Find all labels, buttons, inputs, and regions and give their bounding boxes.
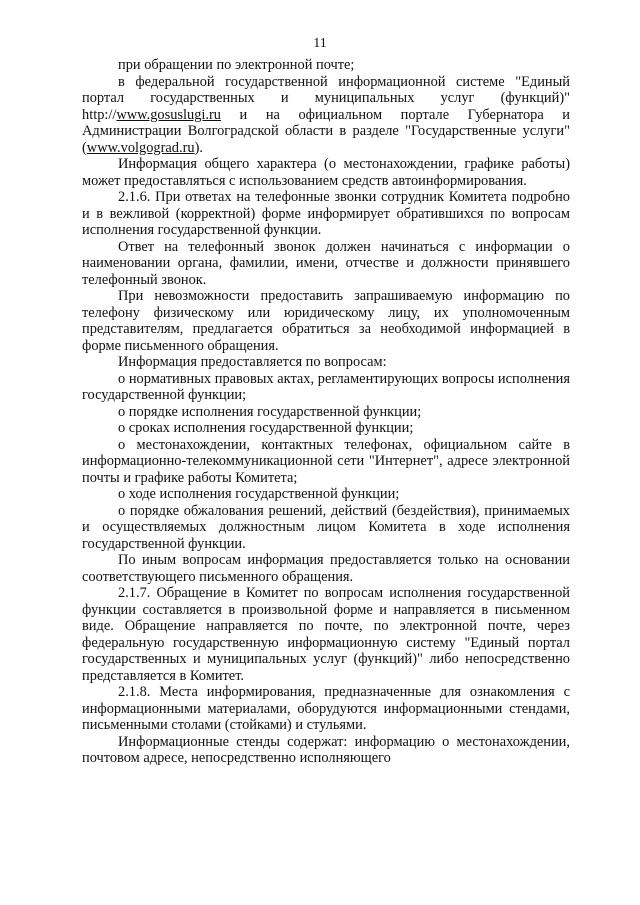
volgograd-link[interactable]: www.volgograd.ru bbox=[86, 139, 195, 156]
portal-text: в федеральной государственной информационной системе "Единый портал государственных и муниципальных услуг (функций)" bbox=[82, 73, 570, 106]
list-item: о нормативных правовых актах, регламентирующих вопросы исполнения государственной функции; bbox=[82, 370, 570, 403]
page-number: 11 bbox=[313, 36, 327, 51]
paragraph: 2.1.8. Места информирования, предназначенные для ознакомления с информационными материалами, оборудуются информационными стендами, письменными столами (стойками) и стульями. bbox=[82, 684, 570, 733]
list-item: о порядке исполнения государственной функции; bbox=[118, 403, 422, 420]
paragraph: При невозможности предоставить запрашиваемую информацию по телефону физическому или юридическому лицу, их уполномоченным представителям, предлагается обратиться за необходимой информацией в форме письменного обращения. bbox=[82, 288, 570, 354]
paragraph: По иным вопросам информация предоставляется только на основании соответствующего письменного обращения. bbox=[82, 552, 570, 585]
portal-url-prefix: http:// bbox=[82, 106, 117, 123]
paragraph: Информация общего характера (о местонахождении, графике работы) может предоставляться с использованием средств автоинформирования. bbox=[82, 156, 570, 189]
paragraph: Информация предоставляется по вопросам: bbox=[118, 354, 387, 370]
list-item: о местонахождении, контактных телефонах, официальном сайте в информационно-телекоммуникационной сети "Интернет", адресе электронной почты и графике работы Комитета; bbox=[82, 436, 570, 486]
list-item: о сроках исполнения государственной функции; bbox=[118, 420, 414, 436]
gosuslugi-link[interactable]: www.gosuslugi.ru bbox=[116, 106, 221, 123]
list-item: о порядке обжалования решений, действий (бездействия), принимаемых и осуществляемых должностным лицом Комитета в ходе исполнения государственной функции. bbox=[82, 502, 570, 552]
portal-text-suffix: ). bbox=[194, 139, 203, 156]
portal-text-middle: и на официальном портале Губернатора и Администрации Волгоградской области в разделе "Государственные услуги" ( bbox=[82, 106, 570, 156]
paragraph: 2.1.6. При ответах на телефонные звонки сотрудник Комитета подробно и в вежливой (корректной) форме информирует обратившихся по вопросам исполнения государственной функции. bbox=[82, 189, 570, 238]
list-item: о ходе исполнения государственной функции; bbox=[118, 486, 400, 502]
paragraph: Ответ на телефонный звонок должен начинаться с информации о наименовании органа, фамилии, имени, отчестве и должности принявшего телефонный звонок. bbox=[82, 238, 570, 288]
paragraph-portal bbox=[82, 74, 570, 157]
paragraph: 2.1.7. Обращение в Комитет по вопросам исполнения государственной функции составляется в произвольной форме и направляется в письменном виде. Обращение направляется по почте, по электронной почте, через федеральную государственную информационную систему "Единый портал государственных и муниципальных услуг (функций)" либо непосредственно представляется в Комитет. bbox=[82, 585, 570, 684]
document-body bbox=[82, 57, 570, 767]
paragraph: при обращении по электронной почте; bbox=[118, 57, 355, 73]
paragraph: Информационные стенды содержат: информацию о местонахождении, почтовом адресе, непосредственно исполняющего bbox=[82, 733, 570, 766]
